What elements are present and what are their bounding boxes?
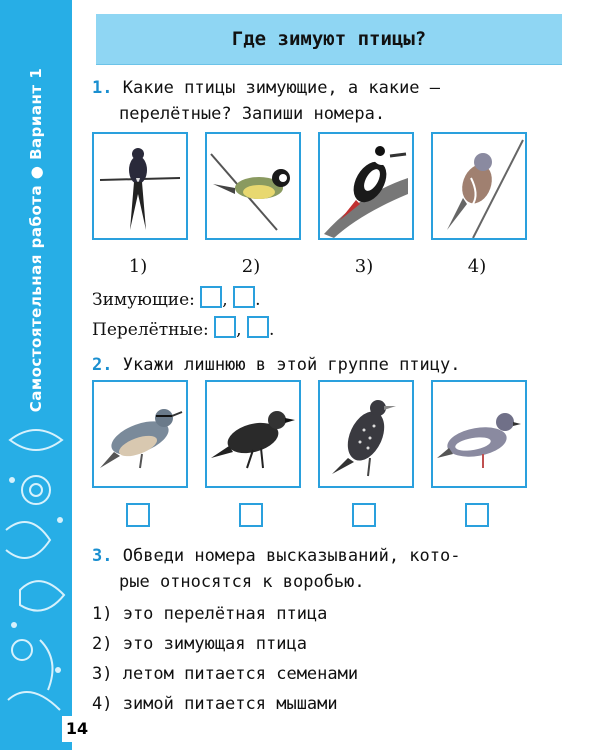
bird-label-3: 3) — [354, 256, 374, 277]
bird-image-6 — [205, 380, 301, 488]
finch-icon — [433, 134, 525, 238]
task1-text-line2: перелётные? Запиши номера. — [119, 104, 386, 124]
title-banner — [96, 14, 562, 65]
bird-image-3 — [318, 132, 414, 240]
nuthatch-icon — [94, 382, 186, 486]
bird-image-5 — [92, 380, 188, 488]
migratory-period: . — [268, 320, 275, 340]
task3-option-3[interactable]: 3) летом питается семенами — [92, 664, 359, 684]
task3-number: 3. — [92, 546, 113, 566]
bird-image-7 — [318, 380, 414, 488]
task3-option-4[interactable]: 4) зимой питается мышами — [92, 694, 338, 714]
migratory-answer-box-1[interactable] — [214, 316, 236, 338]
bird-label-4: 4) — [467, 256, 487, 277]
odd-bird-checkbox-1[interactable] — [126, 503, 150, 527]
page-number: 14 — [62, 716, 92, 742]
wintering-comma: , — [222, 290, 228, 310]
sidebar — [0, 0, 72, 750]
bird-image-4 — [431, 132, 527, 240]
task1-text-line1: Какие птицы зимующие, а какие — — [122, 78, 441, 98]
starling-icon — [320, 382, 412, 486]
floral-decoration — [0, 420, 72, 720]
task3-text-line1: Обведи номера высказываний, кото- — [122, 546, 461, 566]
migratory-row — [92, 316, 274, 340]
pigeon-icon — [433, 382, 525, 486]
swallow-icon — [94, 134, 186, 238]
task3-line1 — [92, 546, 461, 566]
sidebar-label: Самостоятельная работа ● Вариант 1 — [27, 67, 45, 413]
task1-line1 — [92, 78, 440, 98]
task3-option-2[interactable]: 2) это зимующая птица — [92, 634, 307, 654]
woodpecker-icon — [320, 134, 412, 238]
task2-text: Укажи лишнюю в этой группе птицу. — [122, 355, 461, 375]
task2-number: 2. — [92, 355, 113, 375]
tit-icon — [207, 134, 299, 238]
task3-text-line2: рые относятся к воробью. — [119, 572, 365, 592]
task2-line — [92, 355, 461, 375]
odd-bird-checkbox-3[interactable] — [352, 503, 376, 527]
migratory-comma: , — [236, 320, 242, 340]
bird-image-1 — [92, 132, 188, 240]
wintering-answer-box-2[interactable] — [233, 286, 255, 308]
bird-label-2: 2) — [241, 256, 261, 277]
wintering-period: . — [255, 290, 261, 310]
jackdaw-icon — [207, 382, 299, 486]
task1-number: 1. — [92, 78, 113, 98]
wintering-label: Зимующие: — [92, 290, 195, 310]
migratory-answer-box-2[interactable] — [247, 316, 269, 338]
bird-label-1: 1) — [128, 256, 148, 277]
wintering-answer-box-1[interactable] — [200, 286, 222, 308]
bird-image-2 — [205, 132, 301, 240]
page-title: Где зимуют птицы? — [231, 28, 427, 50]
task3-option-1[interactable]: 1) это перелётная птица — [92, 604, 328, 624]
bird-image-8 — [431, 380, 527, 488]
migratory-label: Перелётные: — [92, 320, 209, 340]
wintering-row — [92, 286, 261, 310]
odd-bird-checkbox-2[interactable] — [239, 503, 263, 527]
odd-bird-checkbox-4[interactable] — [465, 503, 489, 527]
